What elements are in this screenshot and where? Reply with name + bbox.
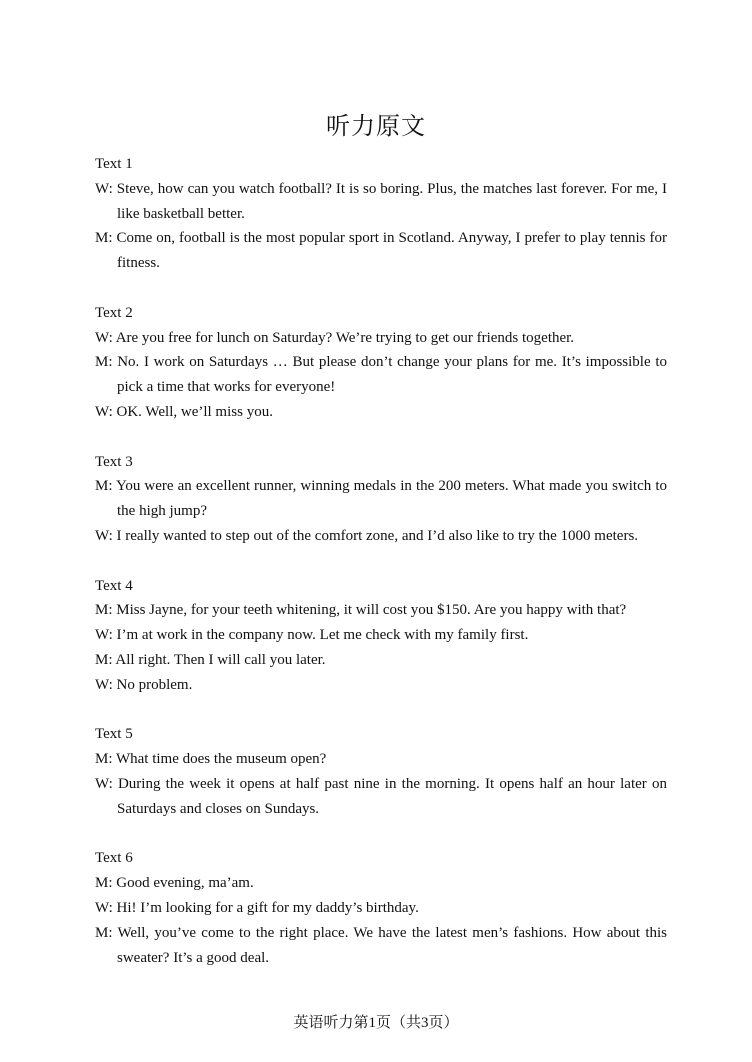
section-text-1 — [95, 152, 667, 276]
dialogue-line: W: Steve, how can you watch football? It is so boring. Plus, the matches last forever. For me, I like basketball better. — [95, 180, 667, 222]
dialogue-line: W: OK. Well, we’ll miss you. — [95, 403, 273, 420]
section-title: Text 6 — [95, 850, 133, 867]
dialogue-line: W: Hi! I’m looking for a gift for my daddy’s birthday. — [95, 899, 419, 916]
section-text-5 — [95, 722, 667, 821]
section-text-3 — [95, 450, 667, 549]
dialogue-line: M: Miss Jayne, for your teeth whitening, it will cost you $150. Are you happy with that? — [95, 602, 627, 619]
transcript-content — [95, 152, 667, 995]
dialogue-line: M: All right. Then I will call you later. — [95, 651, 326, 668]
dialogue-line: M: Well, you’ve come to the right place. We have the latest men’s fashions. How about this sweater? It’s a good deal. — [95, 924, 667, 966]
page-footer: 英语听力第1页（共3页） — [293, 1015, 459, 1031]
dialogue-line: M: You were an excellent runner, winning medals in the 200 meters. What made you switch to the high jump? — [95, 478, 667, 520]
dialogue-line: M: What time does the museum open? — [95, 751, 327, 768]
section-text-4 — [95, 574, 667, 698]
dialogue-line: W: I really wanted to step out of the comfort zone, and I’d also like to try the 1000 meters. — [95, 527, 639, 544]
section-title: Text 2 — [95, 304, 133, 321]
dialogue-line: M: Come on, football is the most popular sport in Scotland. Anyway, I prefer to play tennis for fitness. — [95, 230, 667, 272]
page-title: 听力原文 — [326, 114, 426, 140]
section-text-6 — [95, 846, 667, 970]
section-text-2 — [95, 301, 667, 425]
dialogue-line: M: No. I work on Saturdays … But please don’t change your plans for me. It’s impossible to pick a time that works for everyone! — [95, 354, 667, 396]
section-title: Text 3 — [95, 453, 133, 470]
dialogue-line: W: No problem. — [95, 676, 193, 693]
dialogue-line: W: I’m at work in the company now. Let me check with my family first. — [95, 627, 529, 644]
dialogue-line: M: Good evening, ma’am. — [95, 875, 254, 892]
section-title: Text 1 — [95, 156, 133, 172]
dialogue-line: W: During the week it opens at half past nine in the morning. It opens half an hour later on Saturdays and closes on Sundays. — [95, 775, 667, 817]
section-title: Text 4 — [95, 577, 133, 594]
section-title: Text 5 — [95, 726, 133, 743]
dialogue-line: W: Are you free for lunch on Saturday? We’re trying to get our friends together. — [95, 329, 575, 346]
